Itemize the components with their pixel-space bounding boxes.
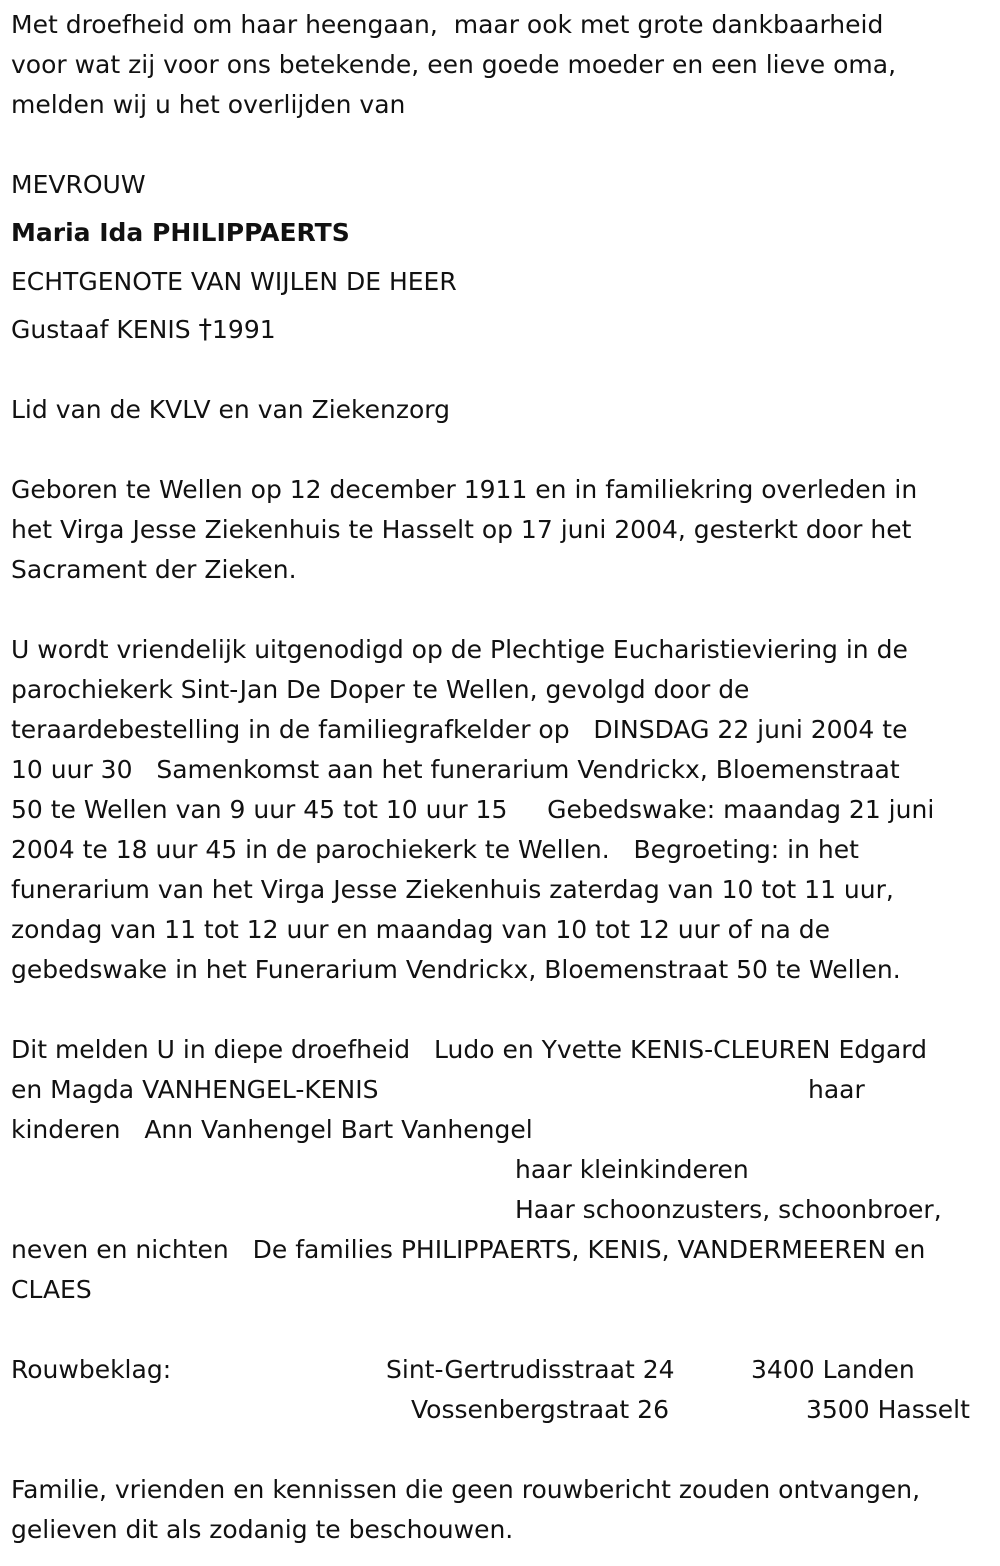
family-line-2: en Magda VANHENGEL-KENIS (11, 1075, 379, 1104)
spouse-name: Gustaaf KENIS (11, 315, 191, 344)
condolences-address-2-city: 3500 Hasselt (806, 1395, 970, 1424)
family-line-7: CLAES (11, 1275, 92, 1304)
family-line-5: Haar schoonzusters, schoonbroer, (515, 1195, 942, 1224)
ceremony-line-5: 50 te Wellen van 9 uur 45 tot 10 uur 15 Gebedswake: maandag 21 juni (11, 795, 935, 824)
family-line-1: Dit melden U in diepe droefheid Ludo en Yvette KENIS-CLEUREN Edgard (11, 1035, 928, 1064)
ceremony-line-2: parochiekerk Sint-Jan De Doper te Wellen, gevolgd door de (11, 675, 750, 704)
condolences-address-1-city: 3400 Landen (751, 1355, 915, 1384)
intro-line-3: melden wij u het overlijden van (11, 90, 406, 119)
condolences-label: Rouwbeklag: (11, 1355, 172, 1384)
ceremony-line-4: 10 uur 30 Samenkomst aan het funerarium Vendrickx, Bloemenstraat (11, 755, 900, 784)
cross-icon: † (198, 314, 213, 345)
ceremony-line-9: gebedswake in het Funerarium Vendrickx, Bloemenstraat 50 te Wellen. (11, 955, 901, 984)
family-line-3: kinderen Ann Vanhengel Bart Vanhengel (11, 1115, 533, 1144)
family-line-4: haar kleinkinderen (515, 1155, 749, 1184)
birth-death-line-1: Geboren te Wellen op 12 december 1911 en in familiekring overleden in (11, 475, 918, 504)
birth-death-line-3: Sacrament der Zieken. (11, 555, 297, 584)
ceremony-line-1: U wordt vriendelijk uitgenodigd op de Plechtige Eucharistieviering in de (11, 635, 908, 664)
spouse-line (11, 310, 276, 350)
spouse-year: 1991 (212, 315, 276, 344)
birth-death-line-2: het Virga Jesse Ziekenhuis te Hasselt op 17 juni 2004, gesterkt door het (11, 515, 912, 544)
family-line-6: neven en nichten De families PHILIPPAERTS, KENIS, VANDERMEEREN en (11, 1235, 926, 1264)
membership: Lid van de KVLV en van Ziekenzorg (11, 395, 450, 424)
intro-line-1: Met droefheid om haar heengaan, maar ook met grote dankbaarheid (11, 10, 884, 39)
spouse-label: ECHTGENOTE VAN WIJLEN DE HEER (11, 267, 457, 296)
ceremony-line-3: teraardebestelling in de familiegrafkelder op DINSDAG 22 juni 2004 te (11, 715, 908, 744)
closing-line-1: Familie, vrienden en kennissen die geen rouwbericht zouden ontvangen, (11, 1475, 921, 1504)
family-line-2-right: haar (808, 1075, 865, 1104)
intro-line-2: voor wat zij voor ons betekende, een goede moeder en een lieve oma, (11, 50, 897, 79)
closing-line-2: gelieven dit als zodanig te beschouwen. (11, 1515, 514, 1544)
condolences-address-2-street: Vossenbergstraat 26 (411, 1395, 669, 1424)
ceremony-line-8: zondag van 11 tot 12 uur en maandag van 10 tot 12 uur of na de (11, 915, 831, 944)
deceased-name: Maria Ida PHILIPPAERTS (11, 218, 350, 247)
salutation: MEVROUW (11, 170, 146, 199)
ceremony-line-6: 2004 te 18 uur 45 in de parochiekerk te Wellen. Begroeting: in het (11, 835, 859, 864)
ceremony-line-7: funerarium van het Virga Jesse Ziekenhuis zaterdag van 10 tot 11 uur, (11, 875, 894, 904)
condolences-address-1-street: Sint-Gertrudisstraat 24 (386, 1355, 675, 1384)
